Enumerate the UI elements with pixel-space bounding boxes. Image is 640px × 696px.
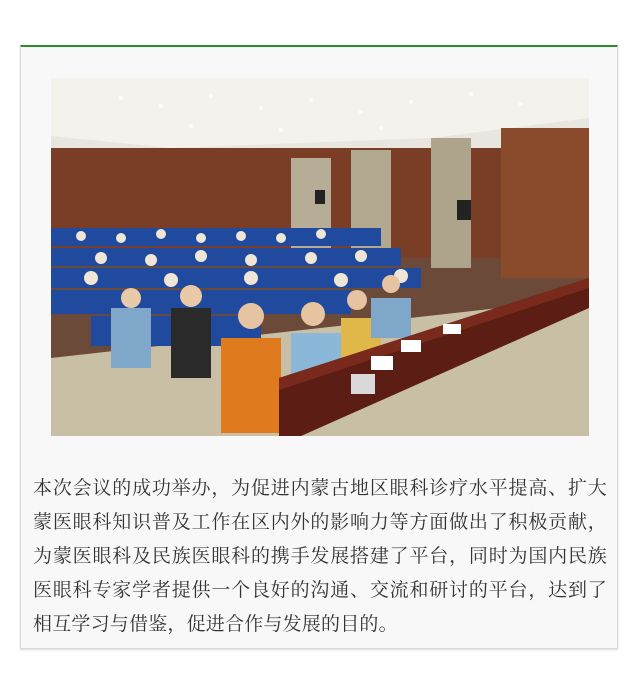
article-card — [20, 45, 618, 649]
conference-photo-illustration — [51, 78, 589, 436]
article-caption: 本次会议的成功举办，为促进内蒙古地区眼科诊疗水平提高、扩大蒙医眼科知识普及工作在区内外的影响力等方面做出了积极贡献，为蒙医眼科及民族医眼科的携手发展搭建了平台，同时为国内民族医眼科专家学者提供一个良好的沟通、交流和研讨的平台，达到了相互学习与借鉴，促进合作与发展的目的。 — [33, 477, 607, 635]
conference-hall-photo — [51, 78, 589, 436]
